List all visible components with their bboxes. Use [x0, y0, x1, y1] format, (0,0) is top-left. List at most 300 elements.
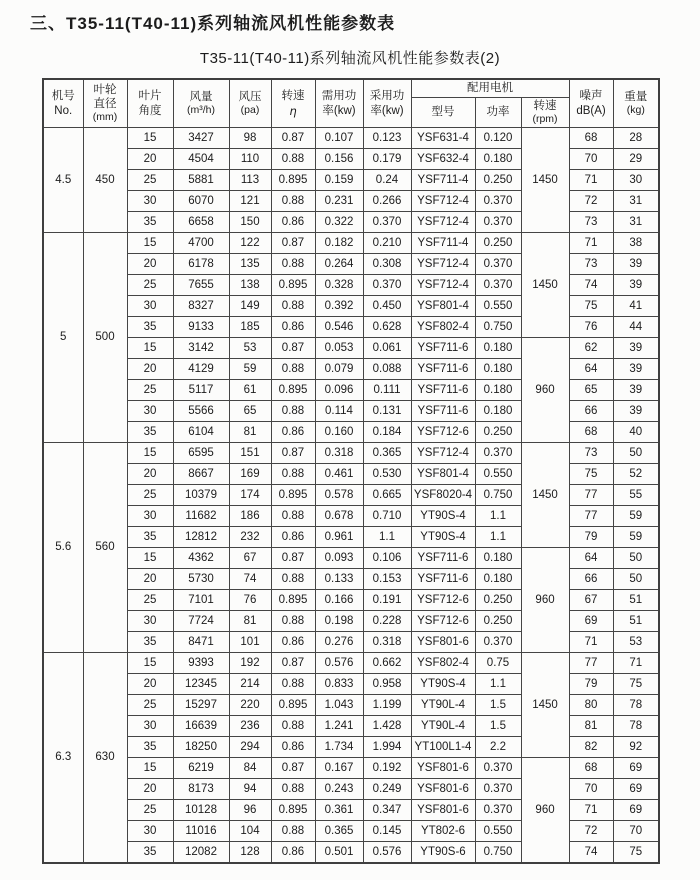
pressure-cell: 150 — [229, 212, 271, 233]
motor-model-cell: YSF711-6 — [411, 401, 475, 422]
motor-model-cell: YSF801-6 — [411, 632, 475, 653]
weight-cell: 39 — [613, 380, 659, 401]
blade-angle-cell: 30 — [127, 191, 173, 212]
weight-cell: 70 — [613, 821, 659, 842]
weight-cell: 31 — [613, 212, 659, 233]
pressure-cell: 101 — [229, 632, 271, 653]
noise-cell: 77 — [569, 506, 613, 527]
weight-cell: 53 — [613, 632, 659, 653]
required-power-cell: 0.461 — [315, 464, 363, 485]
motor-power-cell: 2.2 — [475, 737, 521, 758]
used-power-cell: 0.123 — [363, 128, 411, 149]
pressure-cell: 169 — [229, 464, 271, 485]
used-power-cell: 0.153 — [363, 569, 411, 590]
motor-model-cell: YSF711-4 — [411, 170, 475, 191]
noise-cell: 65 — [569, 380, 613, 401]
blade-angle-cell: 20 — [127, 149, 173, 170]
used-power-cell: 0.347 — [363, 800, 411, 821]
air-flow-cell: 11016 — [173, 821, 229, 842]
motor-rpm-cell: 960 — [521, 548, 569, 653]
weight-cell: 50 — [613, 443, 659, 464]
weight-cell: 51 — [613, 590, 659, 611]
air-flow-cell: 9133 — [173, 317, 229, 338]
weight-cell: 55 — [613, 485, 659, 506]
motor-power-cell: 0.180 — [475, 149, 521, 170]
motor-model-cell: YSF711-4 — [411, 233, 475, 254]
motor-power-cell: 0.750 — [475, 317, 521, 338]
required-power-cell: 0.678 — [315, 506, 363, 527]
used-power-cell: 0.370 — [363, 275, 411, 296]
weight-cell: 50 — [613, 548, 659, 569]
blade-angle-cell: 30 — [127, 821, 173, 842]
required-power-cell: 0.318 — [315, 443, 363, 464]
used-power-cell: 0.318 — [363, 632, 411, 653]
motor-model-cell: YT100L1-4 — [411, 737, 475, 758]
eta-cell: 0.86 — [271, 842, 315, 864]
motor-power-cell: 0.250 — [475, 422, 521, 443]
blade-angle-cell: 25 — [127, 800, 173, 821]
blade-angle-cell: 20 — [127, 464, 173, 485]
required-power-cell: 0.079 — [315, 359, 363, 380]
motor-model-cell: YSF801-6 — [411, 800, 475, 821]
blade-angle-cell: 35 — [127, 842, 173, 864]
pressure-cell: 96 — [229, 800, 271, 821]
required-power-cell: 0.276 — [315, 632, 363, 653]
motor-model-cell: YSF712-4 — [411, 443, 475, 464]
noise-cell: 75 — [569, 464, 613, 485]
used-power-cell: 0.145 — [363, 821, 411, 842]
noise-cell: 73 — [569, 254, 613, 275]
noise-cell: 66 — [569, 401, 613, 422]
eta-cell: 0.88 — [271, 191, 315, 212]
eta-cell: 0.88 — [271, 464, 315, 485]
weight-cell: 28 — [613, 128, 659, 149]
pressure-cell: 53 — [229, 338, 271, 359]
performance-table — [42, 78, 660, 864]
required-power-cell: 0.231 — [315, 191, 363, 212]
air-flow-cell: 7724 — [173, 611, 229, 632]
pressure-cell: 151 — [229, 443, 271, 464]
noise-cell: 73 — [569, 443, 613, 464]
eta-cell: 0.895 — [271, 485, 315, 506]
noise-cell: 66 — [569, 569, 613, 590]
motor-power-cell: 0.370 — [475, 254, 521, 275]
eta-cell: 0.88 — [271, 716, 315, 737]
col-header-motor-group: 配用电机 — [411, 79, 569, 98]
weight-cell: 78 — [613, 716, 659, 737]
motor-power-cell: 1.5 — [475, 695, 521, 716]
weight-cell: 75 — [613, 842, 659, 864]
motor-model-cell: YSF712-6 — [411, 590, 475, 611]
pressure-cell: 65 — [229, 401, 271, 422]
blade-angle-cell: 25 — [127, 380, 173, 401]
weight-cell: 44 — [613, 317, 659, 338]
air-flow-cell: 8173 — [173, 779, 229, 800]
table-title: T35-11(T40-11)系列轴流风机性能参数表(2) — [199, 50, 501, 67]
blade-angle-cell: 25 — [127, 275, 173, 296]
motor-power-cell: 0.370 — [475, 275, 521, 296]
eta-cell: 0.87 — [271, 233, 315, 254]
weight-cell: 39 — [613, 338, 659, 359]
eta-cell: 0.87 — [271, 758, 315, 779]
noise-cell: 72 — [569, 821, 613, 842]
noise-cell: 68 — [569, 758, 613, 779]
motor-power-cell: 0.370 — [475, 212, 521, 233]
weight-cell: 92 — [613, 737, 659, 758]
motor-model-cell: YT90S-4 — [411, 674, 475, 695]
weight-cell: 31 — [613, 191, 659, 212]
fan-no-cell: 5.6 — [43, 443, 83, 653]
motor-power-cell: 0.370 — [475, 191, 521, 212]
weight-cell: 69 — [613, 758, 659, 779]
used-power-cell: 0.191 — [363, 590, 411, 611]
air-flow-cell: 3427 — [173, 128, 229, 149]
eta-cell: 0.895 — [271, 800, 315, 821]
air-flow-cell: 4504 — [173, 149, 229, 170]
motor-model-cell: YSF631-4 — [411, 128, 475, 149]
used-power-cell: 1.1 — [363, 527, 411, 548]
air-flow-cell: 7655 — [173, 275, 229, 296]
table-row — [43, 653, 659, 674]
used-power-cell: 0.088 — [363, 359, 411, 380]
motor-power-cell: 0.180 — [475, 380, 521, 401]
used-power-cell: 1.994 — [363, 737, 411, 758]
motor-model-cell: YSF802-4 — [411, 653, 475, 674]
col-header-noise: 噪声 dB(A) — [569, 79, 613, 128]
required-power-cell: 1.043 — [315, 695, 363, 716]
pressure-cell: 122 — [229, 233, 271, 254]
motor-model-cell: YSF711-6 — [411, 380, 475, 401]
blade-angle-cell: 15 — [127, 128, 173, 149]
eta-cell: 0.86 — [271, 632, 315, 653]
motor-model-cell: YSF632-4 — [411, 149, 475, 170]
weight-cell: 59 — [613, 506, 659, 527]
weight-cell: 50 — [613, 569, 659, 590]
fan-no-cell: 4.5 — [43, 128, 83, 233]
motor-power-cell: 0.750 — [475, 485, 521, 506]
weight-cell: 52 — [613, 464, 659, 485]
air-flow-cell: 6595 — [173, 443, 229, 464]
motor-power-cell: 0.180 — [475, 569, 521, 590]
noise-cell: 74 — [569, 842, 613, 864]
required-power-cell: 0.107 — [315, 128, 363, 149]
pressure-cell: 81 — [229, 422, 271, 443]
fan-no-cell: 5 — [43, 233, 83, 443]
col-header-used-power: 采用功 率(kw) — [363, 79, 411, 128]
eta-cell: 0.88 — [271, 821, 315, 842]
noise-cell: 69 — [569, 611, 613, 632]
noise-cell: 71 — [569, 632, 613, 653]
noise-cell: 77 — [569, 653, 613, 674]
eta-cell: 0.88 — [271, 779, 315, 800]
eta-cell: 0.87 — [271, 338, 315, 359]
eta-cell: 0.88 — [271, 611, 315, 632]
air-flow-cell: 6219 — [173, 758, 229, 779]
used-power-cell: 0.365 — [363, 443, 411, 464]
table-header — [43, 79, 659, 128]
blade-angle-cell: 20 — [127, 569, 173, 590]
eta-cell: 0.86 — [271, 212, 315, 233]
pressure-cell: 135 — [229, 254, 271, 275]
blade-angle-cell: 30 — [127, 296, 173, 317]
blade-angle-cell: 30 — [127, 611, 173, 632]
impeller-diameter-cell: 560 — [83, 443, 127, 653]
noise-cell: 79 — [569, 674, 613, 695]
motor-power-cell: 0.180 — [475, 338, 521, 359]
required-power-cell: 0.114 — [315, 401, 363, 422]
used-power-cell: 0.184 — [363, 422, 411, 443]
air-flow-cell: 8471 — [173, 632, 229, 653]
required-power-cell: 0.833 — [315, 674, 363, 695]
weight-cell: 51 — [613, 611, 659, 632]
required-power-cell: 0.365 — [315, 821, 363, 842]
pressure-cell: 98 — [229, 128, 271, 149]
air-flow-cell: 4362 — [173, 548, 229, 569]
air-flow-cell: 7101 — [173, 590, 229, 611]
eta-cell: 0.88 — [271, 359, 315, 380]
blade-angle-cell: 35 — [127, 317, 173, 338]
weight-cell: 41 — [613, 296, 659, 317]
eta-cell: 0.895 — [271, 695, 315, 716]
required-power-cell: 0.156 — [315, 149, 363, 170]
motor-power-cell: 0.550 — [475, 296, 521, 317]
eta-cell: 0.87 — [271, 548, 315, 569]
pressure-cell: 138 — [229, 275, 271, 296]
pressure-cell: 121 — [229, 191, 271, 212]
eta-cell: 0.87 — [271, 128, 315, 149]
col-header-required-power: 需用功 率(kw) — [315, 79, 363, 128]
eta-cell: 0.86 — [271, 737, 315, 758]
header-row-top — [43, 79, 659, 98]
eta-cell: 0.86 — [271, 317, 315, 338]
used-power-cell: 0.061 — [363, 338, 411, 359]
weight-cell: 39 — [613, 359, 659, 380]
required-power-cell: 0.578 — [315, 485, 363, 506]
motor-power-cell: 0.250 — [475, 590, 521, 611]
air-flow-cell: 5117 — [173, 380, 229, 401]
weight-cell: 30 — [613, 170, 659, 191]
table-row — [43, 338, 659, 359]
pressure-cell: 220 — [229, 695, 271, 716]
weight-cell: 29 — [613, 149, 659, 170]
motor-model-cell: YSF801-6 — [411, 779, 475, 800]
table-row — [43, 128, 659, 149]
air-flow-cell: 15297 — [173, 695, 229, 716]
blade-angle-cell: 15 — [127, 548, 173, 569]
motor-model-cell: YT90S-4 — [411, 527, 475, 548]
used-power-cell: 1.428 — [363, 716, 411, 737]
noise-cell: 67 — [569, 590, 613, 611]
required-power-cell: 0.361 — [315, 800, 363, 821]
used-power-cell: 0.228 — [363, 611, 411, 632]
required-power-cell: 0.501 — [315, 842, 363, 864]
used-power-cell: 0.450 — [363, 296, 411, 317]
impeller-diameter-cell: 450 — [83, 128, 127, 233]
eta-cell: 0.88 — [271, 506, 315, 527]
pressure-cell: 128 — [229, 842, 271, 864]
noise-cell: 72 — [569, 191, 613, 212]
noise-cell: 68 — [569, 128, 613, 149]
blade-angle-cell: 25 — [127, 485, 173, 506]
weight-cell: 40 — [613, 422, 659, 443]
col-header-efficiency: 转速 η — [271, 79, 315, 128]
motor-power-cell: 0.370 — [475, 443, 521, 464]
table-row — [43, 758, 659, 779]
weight-cell: 78 — [613, 695, 659, 716]
impeller-diameter-cell: 630 — [83, 653, 127, 864]
eta-cell: 0.88 — [271, 296, 315, 317]
noise-cell: 79 — [569, 527, 613, 548]
weight-cell: 69 — [613, 779, 659, 800]
eta-cell: 0.88 — [271, 674, 315, 695]
air-flow-cell: 18250 — [173, 737, 229, 758]
pressure-cell: 294 — [229, 737, 271, 758]
eta-cell: 0.87 — [271, 653, 315, 674]
motor-model-cell: YSF712-6 — [411, 422, 475, 443]
eta-cell: 0.86 — [271, 527, 315, 548]
weight-cell: 39 — [613, 275, 659, 296]
weight-cell: 39 — [613, 254, 659, 275]
used-power-cell: 0.628 — [363, 317, 411, 338]
noise-cell: 80 — [569, 695, 613, 716]
motor-power-cell: 0.250 — [475, 233, 521, 254]
required-power-cell: 0.093 — [315, 548, 363, 569]
pressure-cell: 81 — [229, 611, 271, 632]
air-flow-cell: 11682 — [173, 506, 229, 527]
pressure-cell: 186 — [229, 506, 271, 527]
motor-model-cell: YSF711-6 — [411, 548, 475, 569]
motor-power-cell: 1.5 — [475, 716, 521, 737]
air-flow-cell: 6104 — [173, 422, 229, 443]
required-power-cell: 1.734 — [315, 737, 363, 758]
eta-cell: 0.895 — [271, 380, 315, 401]
motor-model-cell: YSF801-4 — [411, 464, 475, 485]
motor-power-cell: 1.1 — [475, 506, 521, 527]
pressure-cell: 76 — [229, 590, 271, 611]
air-flow-cell: 6178 — [173, 254, 229, 275]
pressure-cell: 110 — [229, 149, 271, 170]
blade-angle-cell: 15 — [127, 443, 173, 464]
motor-model-cell: YSF712-4 — [411, 191, 475, 212]
motor-power-cell: 0.370 — [475, 758, 521, 779]
impeller-diameter-cell: 500 — [83, 233, 127, 443]
weight-cell: 39 — [613, 401, 659, 422]
motor-model-cell: YT90L-4 — [411, 695, 475, 716]
air-flow-cell: 3142 — [173, 338, 229, 359]
col-header-blade-angle: 叶片 角度 — [127, 79, 173, 128]
page-title: 三、T35-11(T40-11)系列轴流风机性能参数表 — [30, 14, 396, 33]
used-power-cell: 0.576 — [363, 842, 411, 864]
col-header-weight: 重量 (kg) — [613, 79, 659, 128]
pressure-cell: 113 — [229, 170, 271, 191]
noise-cell: 82 — [569, 737, 613, 758]
noise-cell: 77 — [569, 485, 613, 506]
eta-cell: 0.87 — [271, 443, 315, 464]
air-flow-cell: 8667 — [173, 464, 229, 485]
used-power-cell: 0.710 — [363, 506, 411, 527]
noise-cell: 64 — [569, 359, 613, 380]
motor-power-cell: 1.1 — [475, 527, 521, 548]
used-power-cell: 0.662 — [363, 653, 411, 674]
air-flow-cell: 8327 — [173, 296, 229, 317]
required-power-cell: 1.241 — [315, 716, 363, 737]
motor-rpm-cell: 960 — [521, 338, 569, 443]
required-power-cell: 0.243 — [315, 779, 363, 800]
weight-cell: 69 — [613, 800, 659, 821]
weight-cell: 71 — [613, 653, 659, 674]
noise-cell: 71 — [569, 233, 613, 254]
motor-model-cell: YSF712-6 — [411, 611, 475, 632]
pressure-cell: 59 — [229, 359, 271, 380]
required-power-cell: 0.096 — [315, 380, 363, 401]
col-header-motor-rpm: 转速 (rpm) — [521, 98, 569, 128]
table-row — [43, 443, 659, 464]
required-power-cell: 0.133 — [315, 569, 363, 590]
required-power-cell: 0.328 — [315, 275, 363, 296]
motor-power-cell: 0.550 — [475, 464, 521, 485]
used-power-cell: 0.210 — [363, 233, 411, 254]
motor-model-cell: YSF712-4 — [411, 212, 475, 233]
blade-angle-cell: 20 — [127, 254, 173, 275]
motor-power-cell: 0.370 — [475, 800, 521, 821]
motor-model-cell: YSF801-6 — [411, 758, 475, 779]
motor-model-cell: YSF712-4 — [411, 254, 475, 275]
motor-model-cell: YT90S-6 — [411, 842, 475, 864]
required-power-cell: 0.322 — [315, 212, 363, 233]
air-flow-cell: 6070 — [173, 191, 229, 212]
motor-model-cell: YT90L-4 — [411, 716, 475, 737]
noise-cell: 62 — [569, 338, 613, 359]
blade-angle-cell: 35 — [127, 212, 173, 233]
blade-angle-cell: 25 — [127, 590, 173, 611]
air-flow-cell: 12345 — [173, 674, 229, 695]
eta-cell: 0.895 — [271, 170, 315, 191]
motor-model-cell: YSF801-4 — [411, 296, 475, 317]
used-power-cell: 0.958 — [363, 674, 411, 695]
col-header-motor-model: 型号 — [411, 98, 475, 128]
noise-cell: 76 — [569, 317, 613, 338]
blade-angle-cell: 25 — [127, 170, 173, 191]
blade-angle-cell: 20 — [127, 359, 173, 380]
required-power-cell: 0.053 — [315, 338, 363, 359]
blade-angle-cell: 25 — [127, 695, 173, 716]
pressure-cell: 232 — [229, 527, 271, 548]
air-flow-cell: 5730 — [173, 569, 229, 590]
motor-power-cell: 0.180 — [475, 548, 521, 569]
col-header-motor-power: 功率 — [475, 98, 521, 128]
required-power-cell: 0.392 — [315, 296, 363, 317]
motor-power-cell: 0.550 — [475, 821, 521, 842]
air-flow-cell: 5881 — [173, 170, 229, 191]
eta-cell: 0.88 — [271, 569, 315, 590]
weight-cell: 38 — [613, 233, 659, 254]
air-flow-cell: 5566 — [173, 401, 229, 422]
blade-angle-cell: 15 — [127, 338, 173, 359]
noise-cell: 81 — [569, 716, 613, 737]
motor-power-cell: 0.120 — [475, 128, 521, 149]
motor-model-cell: YSF802-4 — [411, 317, 475, 338]
motor-model-cell: YSF8020-4 — [411, 485, 475, 506]
table-body — [43, 128, 659, 864]
pressure-cell: 61 — [229, 380, 271, 401]
used-power-cell: 0.192 — [363, 758, 411, 779]
motor-rpm-cell: 960 — [521, 758, 569, 864]
table-row — [43, 548, 659, 569]
required-power-cell: 0.198 — [315, 611, 363, 632]
air-flow-cell: 4129 — [173, 359, 229, 380]
used-power-cell: 0.249 — [363, 779, 411, 800]
motor-power-cell: 1.1 — [475, 674, 521, 695]
